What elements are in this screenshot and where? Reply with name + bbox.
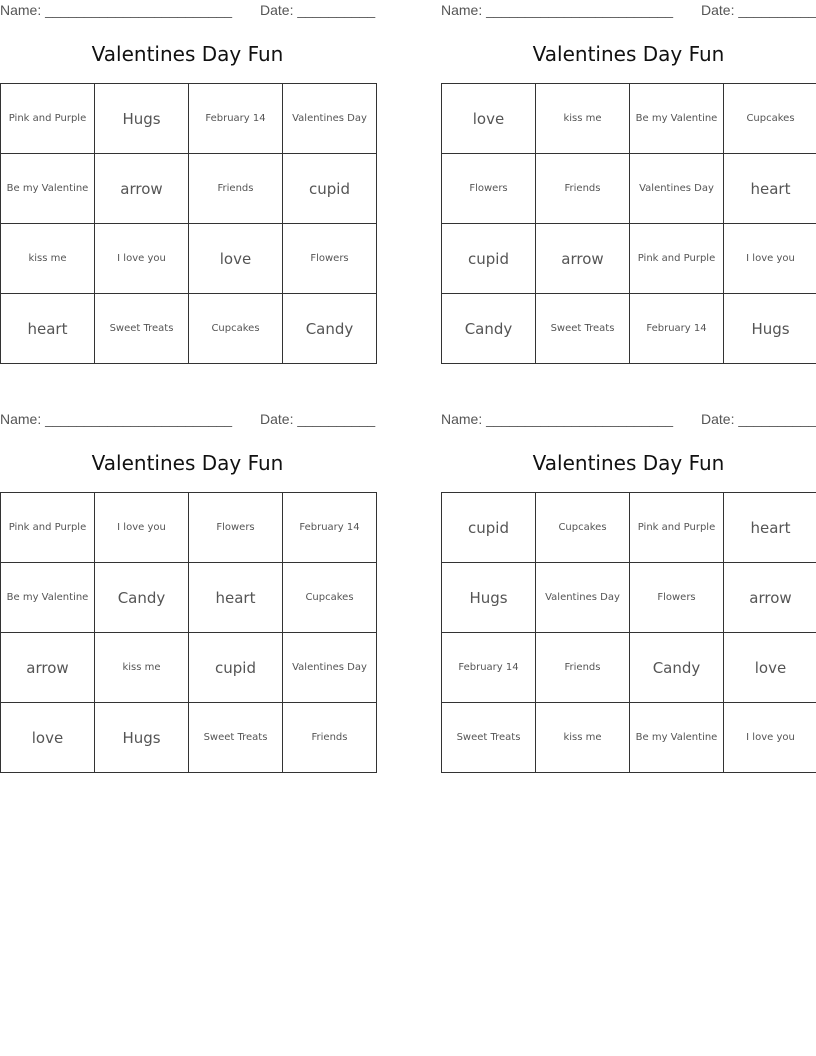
grid-cell: Hugs	[724, 294, 816, 364]
grid-row	[442, 493, 816, 563]
grid-cell: Sweet Treats	[189, 703, 283, 773]
bingo-grid	[441, 492, 816, 773]
grid-row	[1, 633, 377, 703]
grid-cell: Sweet Treats	[536, 294, 630, 364]
grid-cell: love	[1, 703, 95, 773]
grid-cell: love	[442, 84, 536, 154]
grid-row	[1, 703, 377, 773]
card-header	[0, 409, 375, 429]
grid-row	[442, 633, 816, 703]
grid-row	[1, 493, 377, 563]
name-field-label: Name: ________________________	[441, 2, 673, 18]
grid-cell: Cupcakes	[724, 84, 816, 154]
card-title: Valentines Day Fun	[532, 451, 725, 475]
grid-cell: arrow	[95, 154, 189, 224]
grid-row	[1, 154, 377, 224]
grid-cell: I love you	[724, 703, 816, 773]
grid-cell: Hugs	[95, 703, 189, 773]
grid-cell: Flowers	[283, 224, 377, 294]
grid-cell: heart	[1, 294, 95, 364]
date-field-label: Date: __________	[260, 2, 376, 18]
grid-row	[1, 224, 377, 294]
bingo-grid	[0, 492, 377, 773]
card-header	[0, 0, 375, 20]
grid-cell: heart	[724, 154, 816, 224]
grid-cell: love	[724, 633, 816, 703]
grid-cell: Hugs	[95, 84, 189, 154]
card-header	[441, 0, 816, 20]
grid-row	[1, 84, 377, 154]
grid-cell: arrow	[724, 563, 816, 633]
grid-row	[442, 154, 816, 224]
grid-cell: cupid	[442, 224, 536, 294]
name-field-label: Name: ________________________	[0, 2, 232, 18]
grid-cell: love	[189, 224, 283, 294]
grid-row	[1, 563, 377, 633]
grid-cell: Candy	[95, 563, 189, 633]
date-field-label: Date: __________	[260, 411, 376, 427]
grid-cell: Cupcakes	[283, 563, 377, 633]
grid-cell: kiss me	[536, 703, 630, 773]
grid-cell: Valentines Day	[536, 563, 630, 633]
bingo-grid	[441, 83, 816, 364]
grid-cell: I love you	[95, 224, 189, 294]
grid-row	[442, 294, 816, 364]
grid-cell: Candy	[630, 633, 724, 703]
bingo-card-3	[0, 409, 375, 774]
grid-cell: February 14	[189, 84, 283, 154]
grid-cell: Candy	[283, 294, 377, 364]
name-field-label: Name: ________________________	[0, 411, 232, 427]
grid-cell: Be my Valentine	[1, 154, 95, 224]
grid-cell: cupid	[189, 633, 283, 703]
name-field-label: Name: ________________________	[441, 411, 673, 427]
grid-cell: Friends	[536, 633, 630, 703]
bingo-card-1	[0, 0, 375, 365]
bingo-grid	[0, 83, 377, 364]
grid-cell: Be my Valentine	[630, 703, 724, 773]
grid-cell: Friends	[283, 703, 377, 773]
grid-row	[442, 224, 816, 294]
card-title: Valentines Day Fun	[91, 451, 284, 475]
grid-cell: Cupcakes	[536, 493, 630, 563]
date-field-label: Date: __________	[701, 2, 816, 18]
grid-cell: Pink and Purple	[630, 224, 724, 294]
grid-cell: heart	[724, 493, 816, 563]
grid-cell: kiss me	[536, 84, 630, 154]
grid-cell: Flowers	[189, 493, 283, 563]
grid-cell: Valentines Day	[283, 84, 377, 154]
grid-cell: Friends	[189, 154, 283, 224]
grid-row	[442, 563, 816, 633]
grid-cell: Pink and Purple	[1, 84, 95, 154]
bingo-card-4	[441, 409, 816, 774]
bingo-card-2	[441, 0, 816, 365]
grid-cell: Candy	[442, 294, 536, 364]
grid-cell: Cupcakes	[189, 294, 283, 364]
grid-cell: Hugs	[442, 563, 536, 633]
grid-cell: February 14	[630, 294, 724, 364]
grid-cell: Flowers	[630, 563, 724, 633]
grid-cell: Friends	[536, 154, 630, 224]
card-title: Valentines Day Fun	[532, 42, 725, 66]
grid-cell: Valentines Day	[283, 633, 377, 703]
card-header	[441, 409, 816, 429]
card-title: Valentines Day Fun	[91, 42, 284, 66]
grid-cell: Sweet Treats	[95, 294, 189, 364]
date-field-label: Date: __________	[701, 411, 816, 427]
grid-cell: I love you	[724, 224, 816, 294]
grid-cell: Be my Valentine	[630, 84, 724, 154]
grid-cell: February 14	[283, 493, 377, 563]
grid-row	[442, 84, 816, 154]
grid-cell: February 14	[442, 633, 536, 703]
grid-cell: I love you	[95, 493, 189, 563]
grid-row	[442, 703, 816, 773]
grid-cell: Sweet Treats	[442, 703, 536, 773]
grid-cell: heart	[189, 563, 283, 633]
grid-cell: cupid	[283, 154, 377, 224]
grid-cell: arrow	[536, 224, 630, 294]
grid-cell: Flowers	[442, 154, 536, 224]
grid-cell: Pink and Purple	[1, 493, 95, 563]
grid-cell: Pink and Purple	[630, 493, 724, 563]
grid-cell: Valentines Day	[630, 154, 724, 224]
grid-cell: cupid	[442, 493, 536, 563]
grid-cell: Be my Valentine	[1, 563, 95, 633]
grid-row	[1, 294, 377, 364]
grid-cell: arrow	[1, 633, 95, 703]
grid-cell: kiss me	[95, 633, 189, 703]
grid-cell: kiss me	[1, 224, 95, 294]
